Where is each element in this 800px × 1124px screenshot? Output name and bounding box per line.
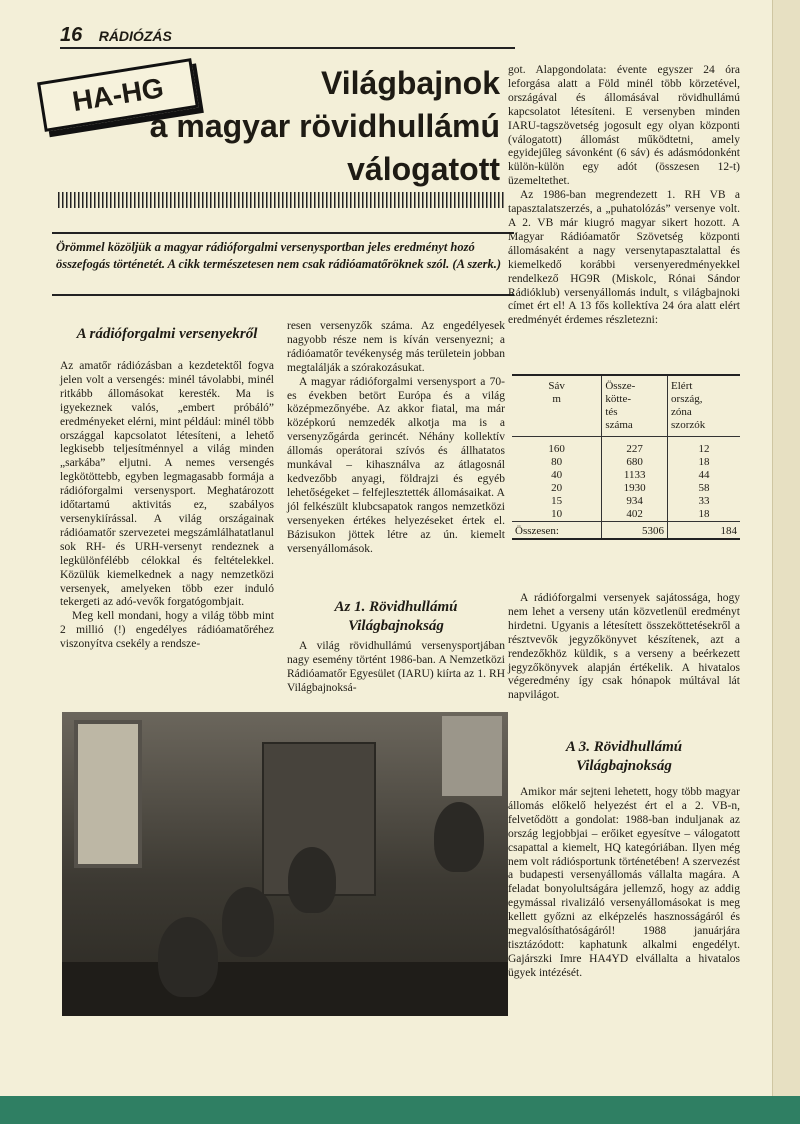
photo-person <box>434 802 484 872</box>
bottom-band <box>0 1096 800 1124</box>
paragraph: Amikor már sejteni lehetett, hogy több magyar állomás előkelő helyezést ért el a 2. VB-n, felvetődött a gondolat: 1988-ban induljanak az ország legjobbjai – erőiket egyesítve – válogatott csapattal a kiemelt, HQ kategóriában. Ilyen még nem volt rádiósportunk történetében! A szervezést a budapesti versenyállomás vállalta magára. A feladat bonyolultságára jellemző, hogy az addig egymással rivalizáló versenyállomásokat is meg kellett győzni az elképzelés hasznosságáról és megvalósíthatóságáról! 1988 januárjára tisztázódott: kaphatunk alkalmi engedélyt. Gajárszki Imre HA4YD elvállalta a hivatalos ügyek intézését. <box>508 786 740 979</box>
section-title-2 <box>287 598 505 636</box>
section-title-line: Világbajnokság <box>576 758 672 774</box>
table-header-row <box>512 375 740 437</box>
page-header <box>60 24 172 47</box>
paragraph: Meg kell mondani, hogy a világ több mint 2 millió (!) engedélyes rádióamatőréhez viszonyítva csekély a rendsze- <box>60 610 274 651</box>
section-title-1: A rádióforgalmi versenyekről <box>76 326 258 342</box>
total-label: Összesen: <box>512 522 602 540</box>
paragraph: A rádióforgalmi versenyek sajátossága, hogy nem lehet a verseny után közvetlenül eredményt hirdetni. Ugyanis a létesített összeköttetésekről a résztvevők jegyzőkönyvet készítenek, azt a rendezőkhöz küldik, s a verseny a beérkezett jegyzőkönyvek alapján értékelik. A hivatalos végeredmény így csak hónapok múltával lát napvilágot. <box>508 592 740 702</box>
paragraph: Az amatőr rádiózásban a kezdetektől fogva jelen volt a versengés: minél távolabbi, minél ritkább állomásokat keresték. Ma is igyekeznek valós, „embert próbáló” eredményeket elérni, mint például: minél több országgal kapcsolatot létesíteni, a lehető legkisebb teljesítménnyel a világ minden „sarkába” eljutni. A nemes versengés legkötöttebb, egyben legmagasabb formája a rádióforgalmi versenysport. Meghatározott időtartamú aktivitás ez, szabályos versenykiírással. A világ országainak rádióamatőr szervezetei megszámlálhatatlanul sok RH- és URH-versenyt rendeznek a legkülönfélébb célokkal és feltételekkel. Közülük kiemelkednek a nagy nemzetközi versenyek, amelyeken több ezer induló tekergeti az adó-vevők forgatógombjait. <box>60 360 274 609</box>
paragraph: got. Alapgondolata: évente egyszer 24 óra leforgása alatt a Föld minél több körzetével, országával és állomásával rövidhullámú kapcsolatot létesíteni. E versenyben minden IARU-tagszövetség jogosult egy olyan központi (válogatott) állomást működtetni, amely egyidejűleg sávonként (6 sáv) és adásmódonként külön-külön egy adót (összesen 12-t) üzemeltethet. <box>508 64 740 188</box>
photo-person <box>222 887 274 957</box>
radio-station-photo <box>62 712 508 1016</box>
headline-line: a magyar rövidhullámú <box>149 108 500 144</box>
table-row: 10 402 18 <box>512 508 740 522</box>
section-title-3 <box>508 738 740 776</box>
total-multipliers: 184 <box>668 522 740 540</box>
photo-person <box>158 917 218 997</box>
section-title-line: Világbajnokság <box>348 618 444 634</box>
column-3 <box>508 64 740 328</box>
paragraph: resen versenyzők száma. Az engedélyesek nagyobb része nem is kíván versenyezni; a rádióamatőr tevékenység más területein jobban megtalálják a szórakozásukat. <box>287 320 505 374</box>
table-row: 15 934 33 <box>512 495 740 508</box>
paragraph: A világ rövidhullámú versenysportjában nagy esemény történt 1986-ban. A Nemzetközi Rádióamatőr Egyesület (IARU) kiírta az 1. RH Világbajnoksá- <box>287 640 505 694</box>
section-title-line: A 3. Rövidhullámú <box>565 739 683 755</box>
column-2b <box>287 640 505 696</box>
table-row: 40 1133 44 <box>512 469 740 482</box>
headline-line: Világbajnok <box>320 65 500 101</box>
page-number: 16 <box>60 24 83 46</box>
headline <box>120 62 500 191</box>
paragraph: Az 1986-ban megrendezett 1. RH VB a tapasztalatszerzés, a „puhatolózás” versenye volt. A 2. VB már kiugró magyar sikert hozott. A Magyar Rádióamatőr Szövetség központi állomásaként a nagy versenytapasztalattal és kiemelkedő korábbi versenyeredményekkel rendelkező HG9R (Miskolc, Rónai Sándor Rádióklub) versenyállomás indult, s világbajnoki címet ért el! A 13 fős kollektíva 24 óra alatt elért eredményét érdemes részletezni: <box>508 189 740 327</box>
section-name: RÁDIÓZÁS <box>98 28 172 44</box>
table-row: 80 680 18 <box>512 456 740 469</box>
paragraph: A magyar rádióforgalmi versenysport a 70-es években betört Európa és a világ középmezőnyébe. Az akkor fiatal, ma már középkorú nemzedék alkotja ma is a versenyzőgárda gerincét. Néhány kollektív állomás operátorai szívós és állhatatos munkával – kihasználva az átlagosnál kedvezőbb anyagi, földrajzi és egyéb lehetőségeket – felfejlesztették állomásaikat. A jól felkészült klubcsapatok rangos nemzetközi versenyeken értékes helyezéseket értek el. Bázisukon jöttek létre az ún. kiemelt versenyállomások. <box>287 375 505 555</box>
header-rule <box>60 47 515 49</box>
total-contacts: 5306 <box>602 522 668 540</box>
column-1 <box>60 360 274 652</box>
photo-map <box>442 716 502 796</box>
photo-window <box>74 720 142 868</box>
column-2 <box>287 320 505 556</box>
photo-person <box>288 847 336 913</box>
headline-line: válogatott <box>347 151 500 187</box>
page-edge <box>772 0 800 1124</box>
decorative-stripes <box>58 192 504 208</box>
intro-box: Örömmel közöljük a magyar rádióforgalmi versenysportban jeles eredményt hozó összefogás történetét. A cikk természetesen nem csak rádióamatőröknek szól. (A szerk.) <box>52 232 514 296</box>
photo-desk <box>62 962 508 1016</box>
results-table <box>512 374 740 540</box>
column-3b <box>508 592 740 703</box>
table-header-multipliers: Elért ország, zóna szorzók <box>668 375 740 437</box>
table-row: 20 1930 58 <box>512 482 740 495</box>
table-total-row <box>512 522 740 540</box>
table-header-contacts: Össze- köttе- tés száma <box>602 375 668 437</box>
column-3c <box>508 786 740 981</box>
section-title-line: Az 1. Rövidhullámú <box>334 599 458 615</box>
table-row: 160 227 12 <box>512 437 740 457</box>
table-header-band: Sáv m <box>548 380 565 405</box>
callsign-badge: HA-HG <box>37 58 199 132</box>
